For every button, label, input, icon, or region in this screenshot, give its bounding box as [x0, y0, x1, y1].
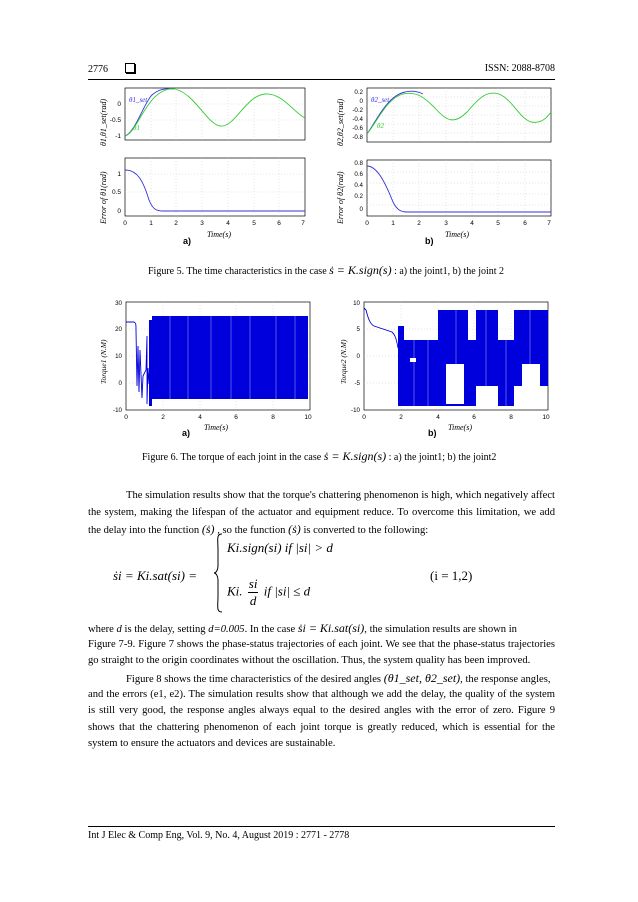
fig6a-xtick: 0: [124, 414, 128, 421]
fig6b-xtick: 8: [509, 414, 513, 421]
fig6a-xtick: 4: [198, 414, 202, 421]
fig5a-xtick: 2: [174, 220, 178, 227]
fig5b-ytick: -0.6: [352, 125, 363, 132]
paragraph-3-line: is still very good, the response angles always equal to the desired angles with the error of zero. Figure 9: [88, 705, 555, 716]
fig6a-xtick: 8: [271, 414, 275, 421]
figure6-caption-tail: : a) the joint1; b) the joint2: [388, 452, 497, 463]
fig6a-label: a): [182, 428, 191, 438]
fig5b-ytick: -0.8: [352, 134, 363, 141]
fig6b-xtick: 2: [399, 414, 403, 421]
fig6b-chatter-band: [410, 358, 416, 362]
fig6b-ylabel: Torque2 (N.M): [339, 339, 348, 384]
fig5b-ytick: -0.2: [352, 107, 363, 114]
paragraph-2-text: where: [88, 624, 114, 635]
fig6b-ytick: -10: [351, 407, 360, 414]
page-number: 2776: [88, 64, 108, 75]
fig5a-top-plot: [99, 88, 305, 146]
fig5b-xtick: 7: [547, 220, 551, 227]
figure6-caption: [142, 449, 496, 464]
fig5b-top-ylabel: θ2,θ2_set(rad): [336, 98, 345, 146]
paragraph-3-formula: (θ1_set, θ2_set): [383, 671, 461, 685]
equation-case-2-coef: Ki.: [227, 583, 243, 599]
issn: ISSN: 2088-8708: [484, 63, 555, 74]
fig5b-bottom-plot: [336, 160, 551, 246]
fig5a-xtick: 5: [252, 220, 256, 227]
equation-index: (i = 1,2): [430, 568, 473, 583]
fig5b-ytick: 0: [359, 98, 363, 105]
square-icon: [125, 63, 135, 73]
fig5b-top-plot: [336, 88, 551, 146]
fig5a-ytick: -1: [115, 133, 121, 140]
paragraph-2-formula: ṡi = Ki.sat(si): [297, 621, 365, 635]
fig5b-ytick: -0.4: [352, 116, 363, 123]
fig5a-top-ylabel: θ1,θ1_set(rad): [99, 98, 108, 146]
footer-rule: [88, 826, 555, 827]
fig5a-xtick: 6: [277, 220, 281, 227]
fig6b-ytick: 10: [353, 300, 360, 307]
fig5a-bottom-plot: [99, 158, 305, 246]
paragraph-2-text: . In the case: [244, 624, 296, 635]
equation-fraction-numerator: si: [248, 576, 258, 591]
fig6b-xtick: 0: [362, 414, 366, 421]
fig5b-bottom-ylabel: Error of θ2(rad): [336, 171, 345, 224]
fig5b-xtick: 4: [470, 220, 474, 227]
paragraph-1-line: the system, making the lifespan of the actuator and equipment reduce. To overcome this limitation, we add: [88, 506, 555, 518]
page-header: [88, 63, 135, 75]
paragraph-3-text: , the response angles,: [460, 674, 551, 685]
paragraph-1-formula: (ṡ): [201, 522, 215, 536]
figure5-caption-text: Figure 5. The time characteristics in the case: [148, 266, 327, 277]
fig6b-xtick: 6: [472, 414, 476, 421]
fig6a-xtick: 2: [161, 414, 165, 421]
fig5a-error-ytick: 0.5: [111, 189, 121, 196]
fig5a-xlabel: Time(s): [207, 230, 231, 239]
fig5b-xtick: 2: [417, 220, 421, 227]
equation-fraction-denominator: d: [249, 593, 257, 608]
fig5a-legend-actual: θ1: [133, 124, 140, 132]
fig6b-ytick: 5: [356, 326, 360, 333]
fig6b-chatter-band: [404, 340, 438, 406]
fig5a-bottom-ylabel: Error of θ1(rad): [99, 171, 108, 224]
paragraph-2-line: Figure 7-9. Figure 7 shows the phase-status trajectories of each joint. We see that the phase-status trajectories: [88, 638, 555, 650]
paragraph-1-line: The simulation results show that the torque's chattering phenomenon is high, which negatively affect: [126, 490, 555, 501]
fig5b-error-ytick: 0.4: [354, 182, 363, 189]
fig5b-ytick: 0.2: [354, 89, 363, 96]
fig5b-error-ytick: 0.8: [354, 160, 363, 167]
equation-lhs: ṡi = Ki.sat(si) =: [113, 568, 197, 583]
fig5b-xtick: 1: [391, 220, 395, 227]
fig5b-label: b): [425, 236, 434, 246]
figure6-caption-text: Figure 6. The torque of each joint in the case: [142, 452, 322, 463]
fig5b-xtick: 0: [365, 220, 369, 227]
paragraph-1-text: is converted to the following:: [303, 525, 429, 536]
fig5b-legend-set: θ2_set: [371, 96, 390, 104]
fig6a-ytick: 0: [118, 380, 122, 387]
fig5b-error-ytick: 0: [359, 206, 363, 213]
fig6b-xtick: 10: [542, 414, 550, 421]
equation-brace: [212, 532, 224, 614]
fig5a-ytick: -0.5: [109, 117, 121, 124]
fig6b-ytick: -5: [354, 380, 360, 387]
fig6a-plot: [99, 300, 312, 438]
paragraph-3-line: shows that the chattering phenomenon of each joint torque is greatly reduced, which is essential for the: [88, 721, 555, 733]
fig6a-ytick: 20: [115, 326, 122, 333]
fig5a-error-ytick: 1: [117, 171, 121, 178]
paragraph-2-value: d=0.005: [208, 624, 245, 635]
paragraph-2-line: [88, 620, 555, 637]
equation-fraction: [248, 576, 259, 609]
fig6b-xtick: 4: [436, 414, 440, 421]
paragraph-1-text: , so the function: [217, 525, 286, 536]
fig6b-ytick: 0: [356, 353, 360, 360]
equation-case-2: [227, 576, 310, 609]
fig5b-xtick: 3: [444, 220, 448, 227]
fig6b-chatter-band: [476, 310, 498, 386]
fig6b-xlabel: Time(s): [448, 423, 472, 432]
paragraph-2: [88, 620, 555, 670]
figure5-caption-tail: : a) the joint1, b) the joint 2: [394, 266, 505, 277]
paragraph-2-text: , the simulation results are shown in: [364, 624, 517, 635]
fig5b-legend-actual: θ2: [377, 122, 384, 130]
fig6b-chatter-band: [522, 364, 540, 404]
fig5b-xlabel: Time(s): [445, 230, 469, 239]
fig6a-xtick: 10: [304, 414, 312, 421]
fig6b-chatter-band: [468, 340, 476, 406]
equation-case-2-condition: if |si| ≤ d: [263, 583, 311, 599]
paragraph-3-text: Figure 8 shows the time characteristics of the desired angles: [126, 674, 382, 685]
fig5a-xtick: 1: [149, 220, 153, 227]
paragraph-2-line: go straight to the origin coordinates without the oscillation. Thus, the system quality has been improved.: [88, 655, 531, 666]
footer-citation: Int J Elec & Comp Eng, Vol. 9, No. 4, August 2019 : 2771 - 2778: [88, 830, 350, 841]
fig6a-chatter-band: [149, 320, 152, 406]
paragraph-1: [88, 488, 555, 538]
header-rule: [88, 79, 555, 80]
fig6a-ytick: -10: [113, 407, 122, 414]
fig5b-error-ytick: 0.2: [354, 193, 363, 200]
fig6b-chatter-band: [446, 364, 464, 404]
fig5a-xtick: 4: [226, 220, 230, 227]
fig6a-ytick: 30: [115, 300, 122, 307]
figure6-caption-formula: ṡ = K.sign(s): [323, 449, 387, 463]
fig5a-label: a): [183, 236, 192, 246]
fig6b-plot: [339, 300, 550, 438]
fig5a-error-ytick: 0: [117, 208, 121, 215]
fig5b-error-ytick: 0.6: [354, 171, 363, 178]
fig6a-xtick: 6: [234, 414, 238, 421]
paragraph-1-formula: (ṡ): [288, 522, 301, 536]
fig6a-ytick: 10: [115, 353, 122, 360]
equation-case-1: Ki.sign(si) if |si| > d: [227, 540, 333, 555]
paragraph-1-text: the delay into the function: [88, 525, 200, 536]
fig5a-ytick: 0: [117, 101, 121, 108]
paragraph-2-text: is the delay, setting: [124, 624, 206, 635]
paragraph-3-line: system to ensure the actuators and devices are sustainable.: [88, 738, 336, 749]
fig6a-xlabel: Time(s): [204, 423, 228, 432]
figure5-caption-formula: ṡ = K.sign(s): [329, 263, 392, 277]
fig5a-xtick: 7: [301, 220, 305, 227]
paragraph-2-variable: d: [116, 624, 122, 635]
fig6b-label: b): [428, 428, 437, 438]
fig6a-ylabel: Torque1 (N.M): [99, 339, 108, 384]
fig6b-chatter-band: [398, 326, 404, 406]
figure6: [99, 296, 550, 438]
paragraph-3: [88, 670, 555, 753]
fig5b-xtick: 5: [496, 220, 500, 227]
paragraph-3-line: [88, 670, 555, 687]
figure5-caption: [148, 263, 504, 278]
fig5a-xtick: 3: [200, 220, 204, 227]
fig5a-xtick: 0: [123, 220, 127, 227]
fig6a-chatter-band: [152, 316, 308, 399]
paragraph-3-line: and the errors (e1, e2). The simulation results show that although we add the delay, the quality of the system: [88, 688, 555, 700]
figure5: [95, 84, 555, 250]
fig5a-legend-set: θ1_set: [129, 96, 148, 104]
fig5b-xtick: 6: [523, 220, 527, 227]
paragraph-1-line: [88, 521, 555, 538]
